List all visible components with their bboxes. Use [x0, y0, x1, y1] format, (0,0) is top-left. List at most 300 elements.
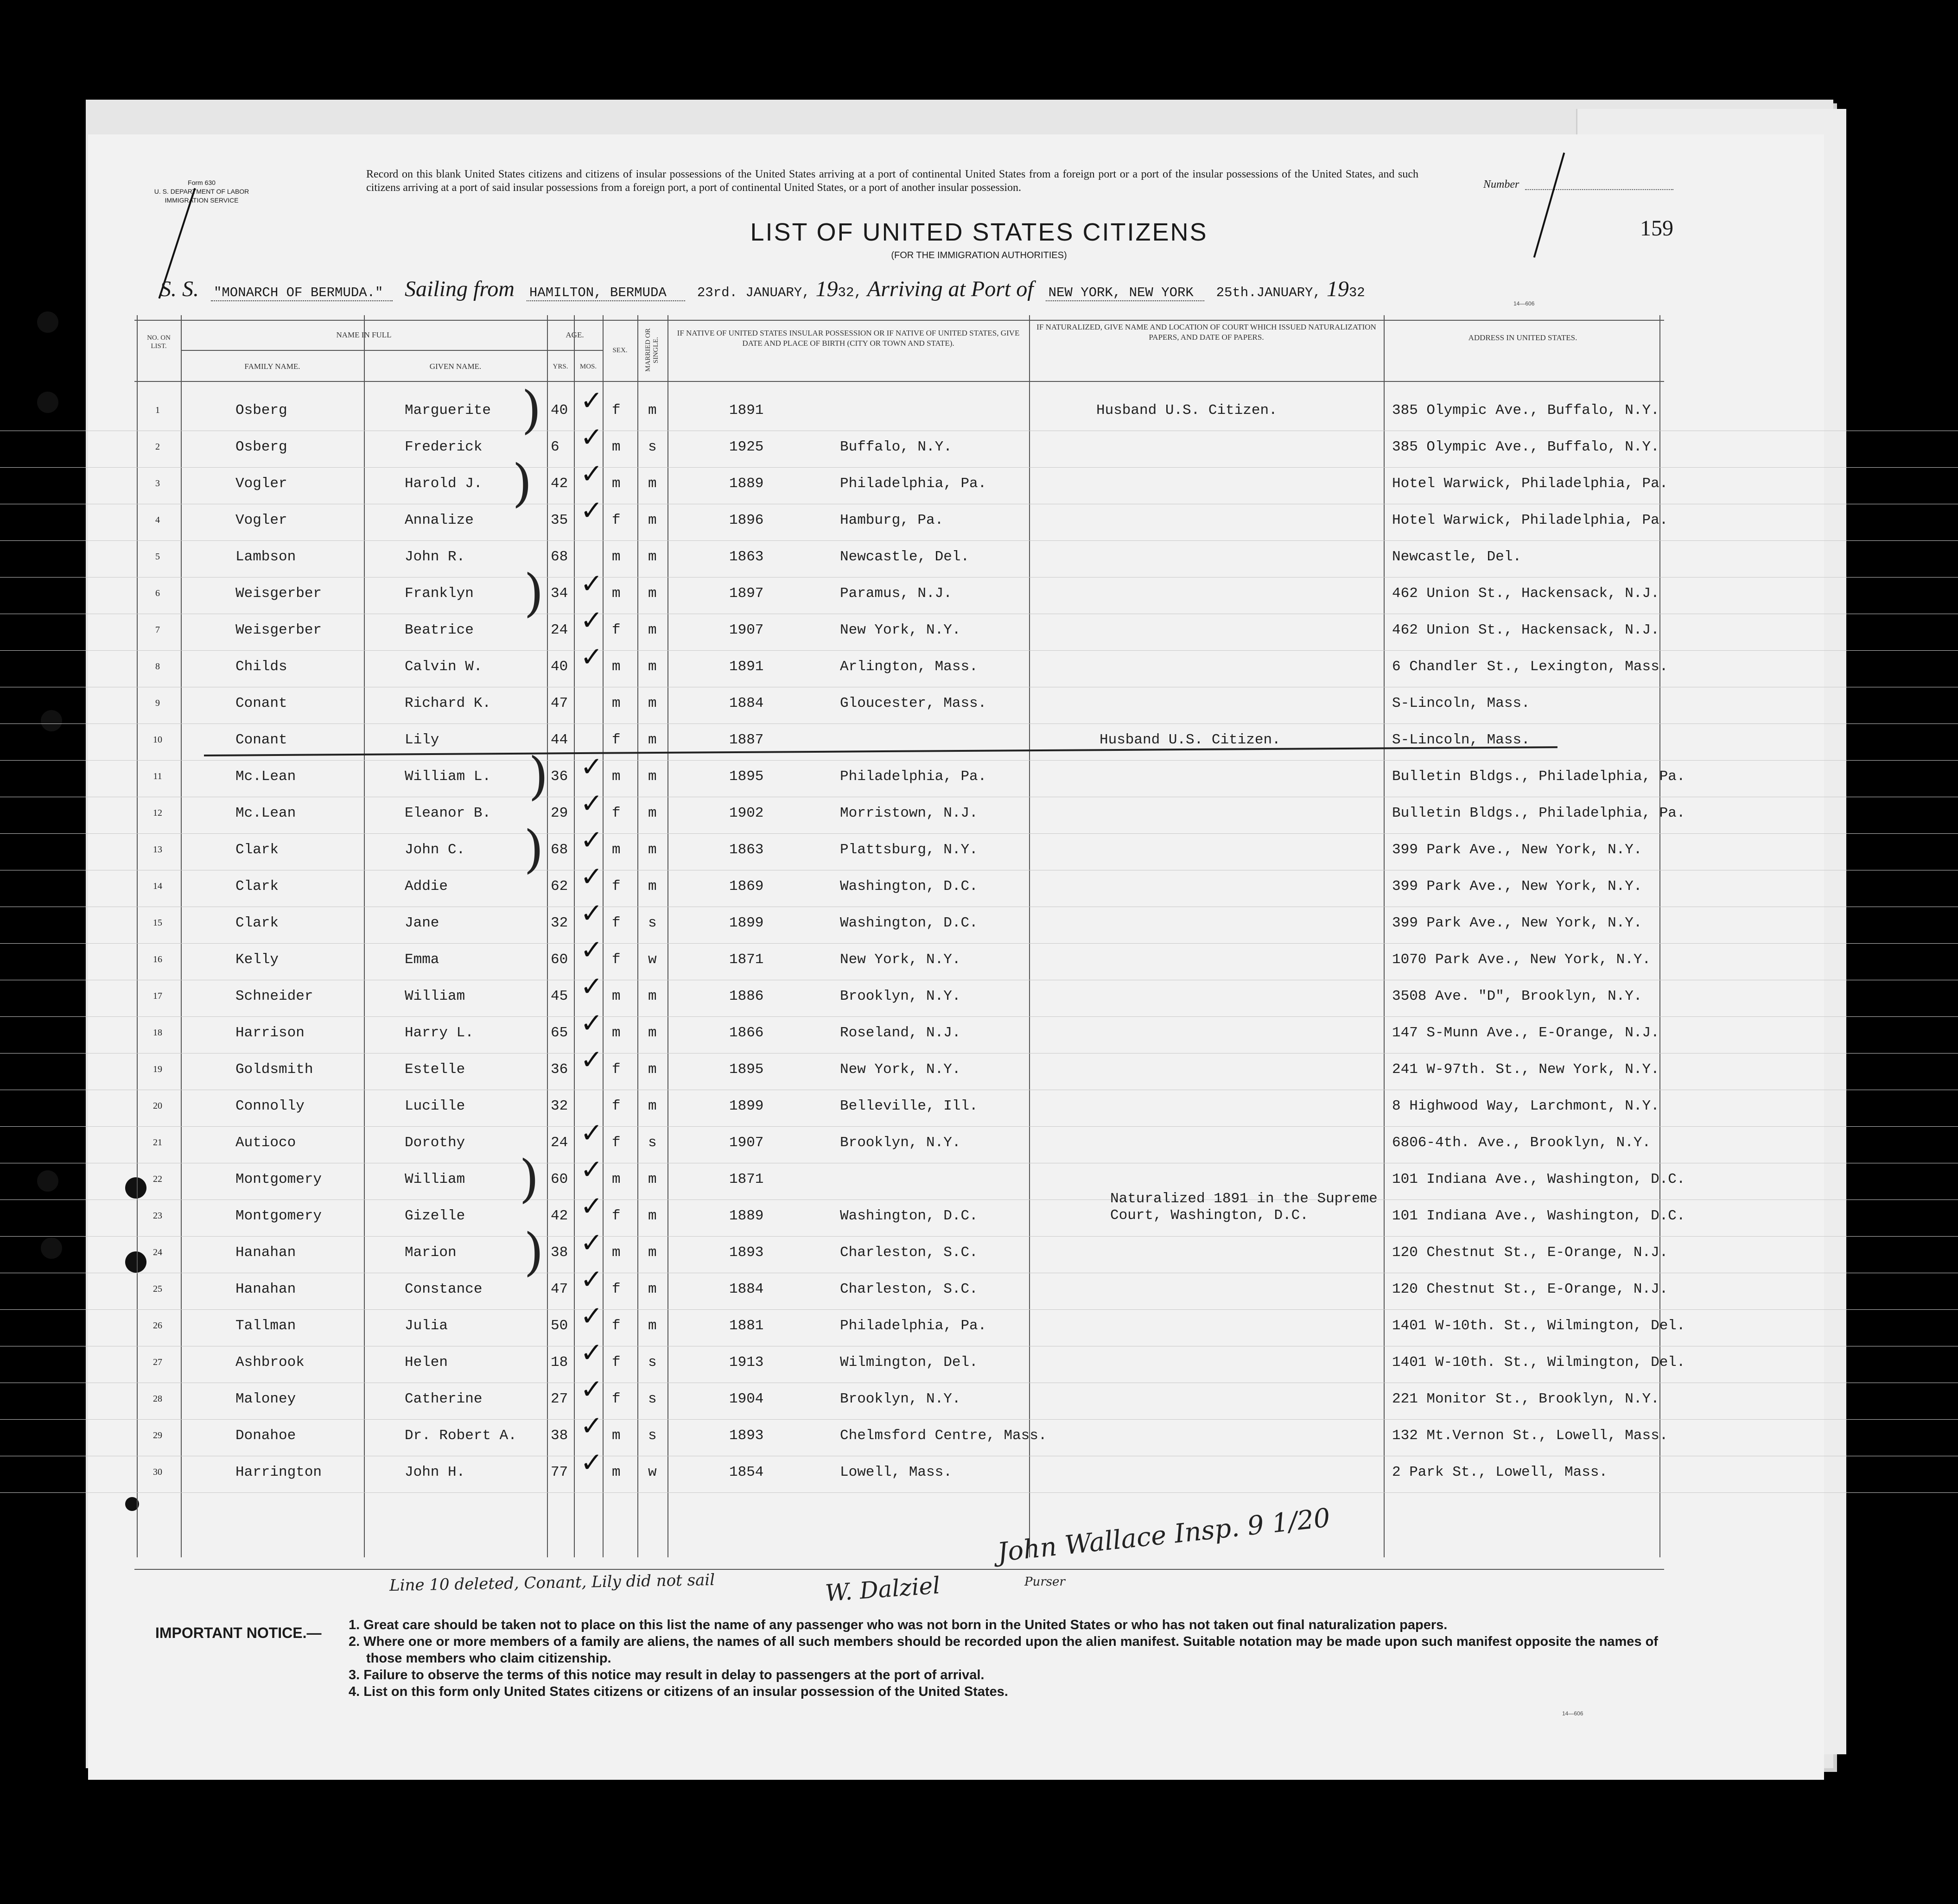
cell-no: 3 — [155, 478, 160, 489]
cell-given: Gizelle — [405, 1208, 465, 1224]
cell-given: Estelle — [405, 1061, 465, 1078]
cell-ms: m — [648, 878, 657, 895]
cell-family: Clark — [235, 842, 279, 858]
cell-place: Wilmington, Del. — [840, 1354, 978, 1371]
cell-addr: Newcastle, Del. — [1392, 549, 1522, 565]
cell-ms: m — [648, 1171, 657, 1187]
check-mark-icon: ✓ — [580, 1410, 603, 1441]
handwritten-deletion-note: Line 10 deleted, Conant, Lily did not sail — [389, 1570, 715, 1595]
cell-sex: m — [612, 1171, 621, 1187]
cell-family: Goldsmith — [235, 1061, 313, 1078]
cell-given: William — [405, 988, 465, 1004]
cell-ms: s — [648, 1354, 657, 1371]
cell-given: Harold J. — [405, 476, 483, 492]
cell-year: 1893 — [729, 1244, 764, 1261]
cell-sex: m — [612, 768, 621, 785]
table-row — [0, 385, 1958, 431]
cell-addr: 120 Chestnut St., E-Orange, N.J. — [1392, 1244, 1668, 1261]
check-mark-icon: ✓ — [580, 495, 603, 526]
table-row — [0, 897, 1958, 944]
cell-nat: Naturalized 1891 in the Supreme Court, Washington, D.C. — [1110, 1191, 1378, 1224]
cell-no: 2 — [155, 442, 160, 452]
cell-age: 45 — [551, 988, 568, 1004]
cell-given: Constance — [405, 1281, 483, 1297]
cell-place: Brooklyn, N.Y. — [840, 988, 961, 1004]
header-no: NO. ON LIST. — [147, 334, 171, 350]
header-given-name: GIVEN NAME. — [429, 362, 482, 371]
cell-age: 38 — [551, 1428, 568, 1444]
cell-year: 1904 — [729, 1391, 764, 1407]
cell-ms: s — [648, 439, 657, 455]
check-mark-icon: ✓ — [580, 604, 603, 636]
cell-sex: m — [612, 659, 621, 675]
cell-addr: Bulletin Bldgs., Philadelphia, Pa. — [1392, 768, 1685, 785]
cell-ms: s — [648, 915, 657, 931]
cell-family: Osberg — [235, 402, 287, 419]
intro-text: Record on this blank United States citizens and citizens of insular possessions of the United States arriving at a port of continental United States from a foreign port or a port of the insular possessions of the United States, and such citizens arriving at a port of said insular possessions from a foreign port, a port of continental United States, or a port of another insular possession. — [366, 168, 1418, 194]
ship-name: "MONARCH OF BERMUDA." — [211, 285, 393, 301]
cell-no: 16 — [153, 954, 162, 965]
cell-place: Philadelphia, Pa. — [840, 768, 987, 785]
cell-addr: 132 Mt.Vernon St., Lowell, Mass. — [1392, 1428, 1668, 1444]
cell-ms: s — [648, 1428, 657, 1444]
cell-ms: m — [648, 695, 657, 711]
form-code-header: 14—606 — [1513, 300, 1535, 307]
cell-place: Newcastle, Del. — [840, 549, 970, 565]
cell-no: 22 — [153, 1174, 162, 1184]
cell-ms: m — [648, 1098, 657, 1114]
cell-age: 32 — [551, 1098, 568, 1114]
cell-family: Lambson — [235, 549, 296, 565]
cell-age: 38 — [551, 1244, 568, 1261]
cell-year: 1925 — [729, 439, 764, 455]
cell-given: Jane — [405, 915, 439, 931]
check-mark-icon: ✓ — [580, 568, 603, 599]
cell-sex: m — [612, 585, 621, 602]
cell-age: 40 — [551, 402, 568, 419]
check-mark-icon: ✓ — [580, 1227, 603, 1258]
table-row — [0, 787, 1958, 834]
arrival-date: 25th.JANUARY, — [1216, 285, 1321, 300]
check-mark-icon: ✓ — [580, 934, 603, 965]
cell-given: Eleanor B. — [405, 805, 491, 821]
cell-age: 44 — [551, 732, 568, 748]
header-name-in-full: NAME IN FULL — [336, 330, 392, 339]
number-label: Number — [1483, 178, 1519, 190]
name-subheader-rule — [181, 350, 547, 351]
check-mark-icon: ✓ — [580, 1190, 603, 1222]
inspector-signature: John Wallace Insp. 9 1/20 — [996, 1503, 1332, 1568]
table-row — [0, 751, 1958, 797]
table-row — [0, 1090, 1958, 1127]
cell-sex: f — [612, 805, 621, 821]
cell-given: Catherine — [405, 1391, 483, 1407]
cell-year: 1899 — [729, 915, 764, 931]
form-identifier — [139, 178, 264, 205]
cell-given: Marguerite — [405, 402, 491, 419]
cell-given: Beatrice — [405, 622, 474, 638]
table-row — [0, 568, 1958, 614]
cell-place: Hamburg, Pa. — [840, 512, 944, 528]
cell-nat: Husband U.S. Citizen. — [1096, 402, 1278, 419]
cell-ms: m — [648, 1281, 657, 1297]
check-mark-icon: ✓ — [580, 1154, 603, 1185]
cell-sex: f — [612, 732, 621, 748]
cell-age: 35 — [551, 512, 568, 528]
cell-place: Paramus, N.J. — [840, 585, 952, 602]
cell-sex: f — [612, 1061, 621, 1078]
cell-no: 13 — [153, 844, 162, 855]
number-line — [1525, 189, 1673, 190]
table-row — [0, 641, 1958, 687]
cell-addr: 3508 Ave. "D", Brooklyn, N.Y. — [1392, 988, 1642, 1004]
cell-addr: S-Lincoln, Mass. — [1392, 732, 1530, 748]
cell-place: Arlington, Mass. — [840, 659, 978, 675]
cell-addr: 385 Olympic Ave., Buffalo, N.Y. — [1392, 439, 1659, 455]
table-row — [0, 1300, 1958, 1346]
family-bracket-icon: ) — [524, 819, 544, 879]
cell-sex: f — [612, 952, 621, 968]
cell-no: 4 — [155, 515, 160, 525]
check-mark-icon: ✓ — [580, 971, 603, 1002]
cell-addr: 120 Chestnut St., E-Orange, N.J. — [1392, 1281, 1668, 1297]
table-row — [0, 1044, 1958, 1090]
cell-no: 8 — [155, 661, 160, 672]
cell-age: 60 — [551, 1171, 568, 1187]
check-mark-icon: ✓ — [580, 1117, 603, 1149]
arrival-port: NEW YORK, NEW YORK — [1046, 285, 1204, 301]
family-bracket-icon: ) — [512, 453, 532, 513]
cell-no: 1 — [155, 405, 160, 415]
cell-year: 1907 — [729, 622, 764, 638]
sailing-label: Sailing from — [405, 277, 515, 301]
cell-age: 18 — [551, 1354, 568, 1371]
header-age: AGE. — [566, 330, 584, 339]
cell-year: 1863 — [729, 842, 764, 858]
cell-place: Charleston, S.C. — [840, 1281, 978, 1297]
header-married-single: MARRIED OR SINGLE. — [644, 328, 660, 372]
cell-family: Mc.Lean — [235, 768, 296, 785]
table-row — [0, 540, 1958, 578]
cell-given: Harry L. — [405, 1025, 474, 1041]
check-mark-icon: ✓ — [580, 824, 603, 856]
form-number: Form 630 — [188, 179, 216, 186]
cell-no: 14 — [153, 881, 162, 891]
cell-age: 24 — [551, 622, 568, 638]
cell-year: 1913 — [729, 1354, 764, 1371]
cell-age: 40 — [551, 659, 568, 675]
table-row — [0, 1447, 1958, 1493]
cell-addr: 147 S-Munn Ave., E-Orange, N.J. — [1392, 1025, 1659, 1041]
cell-ms: m — [648, 1208, 657, 1224]
cell-family: Clark — [235, 915, 279, 931]
cell-no: 17 — [153, 991, 162, 1001]
cell-age: 50 — [551, 1318, 568, 1334]
cell-year: 1889 — [729, 1208, 764, 1224]
check-mark-icon: ✓ — [580, 1044, 603, 1075]
cell-ms: m — [648, 732, 657, 748]
cell-place: Brooklyn, N.Y. — [840, 1391, 961, 1407]
cell-addr: Hotel Warwick, Philadelphia, Pa. — [1392, 512, 1668, 528]
check-mark-icon: ✓ — [580, 787, 603, 819]
cell-ms: m — [648, 622, 657, 638]
cell-sex: f — [612, 1135, 621, 1151]
cell-ms: m — [648, 768, 657, 785]
cell-given: Franklyn — [405, 585, 474, 602]
check-mark-icon: ✓ — [580, 1337, 603, 1368]
cell-sex: f — [612, 1354, 621, 1371]
header-yrs: YRS. — [553, 363, 568, 370]
check-mark-icon: ✓ — [580, 385, 603, 416]
cell-given: John C. — [405, 842, 465, 858]
cell-year: 1884 — [729, 1281, 764, 1297]
cell-given: Helen — [405, 1354, 448, 1371]
cell-year: 1891 — [729, 402, 764, 419]
family-bracket-icon: ) — [524, 563, 544, 622]
header-naturalized: IF NATURALIZED, GIVE NAME AND LOCATION OF COURT WHICH ISSUED NATURALIZATION PAPERS, AND DATE OF PAPERS. — [1036, 323, 1376, 342]
table-row — [0, 971, 1958, 1017]
cell-family: Donahoe — [235, 1428, 296, 1444]
cell-ms: s — [648, 1135, 657, 1151]
check-mark-icon: ✓ — [580, 1447, 603, 1478]
notice-list — [349, 1617, 1674, 1700]
cell-year: 1902 — [729, 805, 764, 821]
cell-age: 68 — [551, 842, 568, 858]
cell-given: William — [405, 1171, 465, 1187]
cell-place: Washington, D.C. — [840, 1208, 978, 1224]
cell-ms: m — [648, 512, 657, 528]
cell-family: Hanahan — [235, 1281, 296, 1297]
cell-no: 11 — [153, 771, 162, 781]
family-bracket-icon: ) — [528, 746, 548, 806]
cell-age: 36 — [551, 768, 568, 785]
cell-ms: m — [648, 549, 657, 565]
cell-place: Chelmsford Centre, Mass. — [840, 1428, 1047, 1444]
cell-age: 36 — [551, 1061, 568, 1078]
table-row — [0, 1337, 1958, 1383]
table-row — [0, 1117, 1958, 1163]
cell-addr: 101 Indiana Ave., Washington, D.C. — [1392, 1208, 1685, 1224]
cell-ms: m — [648, 1244, 657, 1261]
cell-family: Connolly — [235, 1098, 305, 1114]
cell-ms: s — [648, 1391, 657, 1407]
cell-place: Lowell, Mass. — [840, 1464, 952, 1480]
cell-ms: w — [648, 1464, 657, 1480]
cell-year: 1893 — [729, 1428, 764, 1444]
table-row — [0, 1227, 1958, 1273]
cell-year: 1866 — [729, 1025, 764, 1041]
arrival-year: 32 — [1348, 285, 1365, 300]
cell-age: 42 — [551, 1208, 568, 1224]
table-bottom-rule — [134, 1569, 1664, 1570]
cell-place: Charleston, S.C. — [840, 1244, 978, 1261]
cell-addr: 462 Union St., Hackensack, N.J. — [1392, 585, 1659, 602]
cell-family: Kelly — [235, 952, 279, 968]
cell-age: 24 — [551, 1135, 568, 1151]
cell-addr: 241 W-97th. St., New York, N.Y. — [1392, 1061, 1659, 1078]
cell-nat: Husband U.S. Citizen. — [1100, 732, 1281, 748]
cell-ms: m — [648, 402, 657, 419]
page-number: 159 — [1640, 216, 1673, 241]
cell-given: John R. — [405, 549, 465, 565]
cell-year: 1899 — [729, 1098, 764, 1114]
cell-no: 12 — [153, 808, 162, 818]
cell-addr: 462 Union St., Hackensack, N.J. — [1392, 622, 1659, 638]
cell-given: Frederick — [405, 439, 483, 455]
table-row — [0, 1373, 1958, 1420]
cell-given: William L. — [405, 768, 491, 785]
cell-sex: m — [612, 476, 621, 492]
cell-addr: 2 Park St., Lowell, Mass. — [1392, 1464, 1608, 1480]
cell-place: Brooklyn, N.Y. — [840, 1135, 961, 1151]
cell-place: New York, N.Y. — [840, 952, 961, 968]
family-bracket-icon: ) — [521, 380, 541, 439]
cell-family: Montgomery — [235, 1208, 322, 1224]
cell-no: 20 — [153, 1101, 162, 1111]
cell-no: 24 — [153, 1247, 162, 1257]
cell-family: Tallman — [235, 1318, 296, 1334]
table-row — [0, 458, 1958, 504]
notice-item: 4. List on this form only United States citizens or citizens of an insular possession of the United States. — [349, 1684, 1008, 1699]
cell-family: Clark — [235, 878, 279, 895]
cell-year: 1897 — [729, 585, 764, 602]
check-mark-icon: ✓ — [580, 1263, 603, 1295]
cell-sex: f — [612, 1208, 621, 1224]
cell-addr: 6806-4th. Ave., Brooklyn, N.Y. — [1392, 1135, 1651, 1151]
cell-place: Washington, D.C. — [840, 915, 978, 931]
cell-year: 1884 — [729, 695, 764, 711]
family-bracket-icon: ) — [519, 1149, 539, 1208]
cell-year: 1881 — [729, 1318, 764, 1334]
cell-sex: f — [612, 878, 621, 895]
cell-ms: m — [648, 1318, 657, 1334]
cell-year: 1895 — [729, 1061, 764, 1078]
cell-age: 6 — [551, 439, 559, 455]
ss-label: S. S. — [160, 277, 199, 301]
page-subtitle: (FOR THE IMMIGRATION AUTHORITIES) — [891, 250, 1067, 260]
check-mark-icon: ✓ — [580, 861, 603, 892]
table-row — [0, 1007, 1958, 1054]
cell-addr: S-Lincoln, Mass. — [1392, 695, 1530, 711]
cell-place: New York, N.Y. — [840, 1061, 961, 1078]
notice-item: 2. Where one or more members of a family are aliens, the names of all such members should be recorded upon the alien manifest. Suitable notation may be made upon such manifest opposite the names of those members who claim citizenship. — [349, 1634, 1658, 1666]
cell-year: 1871 — [729, 952, 764, 968]
cell-no: 18 — [153, 1028, 162, 1038]
cell-no: 15 — [153, 918, 162, 928]
cell-place: Morristown, N.J. — [840, 805, 978, 821]
check-mark-icon: ✓ — [580, 421, 603, 453]
cell-ms: m — [648, 585, 657, 602]
cell-place: Gloucester, Mass. — [840, 695, 987, 711]
cell-age: 62 — [551, 878, 568, 895]
cell-no: 30 — [153, 1467, 162, 1477]
cell-given: Emma — [405, 952, 439, 968]
check-mark-icon: ✓ — [580, 1300, 603, 1332]
table-row — [0, 1263, 1958, 1310]
cell-family: Harrison — [235, 1025, 305, 1041]
cell-family: Weisgerber — [235, 622, 322, 638]
cell-ms: m — [648, 1061, 657, 1078]
cell-sex: f — [612, 512, 621, 528]
notice-label: IMPORTANT NOTICE.— — [155, 1625, 322, 1641]
table-row — [0, 687, 1958, 724]
check-mark-icon: ✓ — [580, 897, 603, 929]
cell-sex: f — [612, 1098, 621, 1114]
cell-year: 1854 — [729, 1464, 764, 1480]
table-row — [0, 934, 1958, 980]
cell-family: Maloney — [235, 1391, 296, 1407]
cell-given: Lily — [405, 732, 439, 748]
check-mark-icon: ✓ — [580, 1007, 603, 1039]
cell-year: 1891 — [729, 659, 764, 675]
binder-hole — [37, 311, 58, 333]
cell-sex: f — [612, 915, 621, 931]
cell-family: Ashbrook — [235, 1354, 305, 1371]
cell-addr: 399 Park Ave., New York, N.Y. — [1392, 842, 1642, 858]
table-row — [0, 604, 1958, 651]
cell-addr: 399 Park Ave., New York, N.Y. — [1392, 915, 1642, 931]
cell-addr: Bulletin Bldgs., Philadelphia, Pa. — [1392, 805, 1685, 821]
sail-date: 23rd. JANUARY, — [697, 285, 810, 300]
check-mark-icon: ✓ — [580, 641, 603, 673]
cell-given: Dorothy — [405, 1135, 465, 1151]
notice-item: 3. Failure to observe the terms of this notice may result in delay to passengers at the port of arrival. — [349, 1668, 985, 1682]
cell-age: 34 — [551, 585, 568, 602]
departure-port: HAMILTON, BERMUDA — [527, 285, 685, 301]
table-row — [0, 421, 1958, 468]
cell-addr: 385 Olympic Ave., Buffalo, N.Y. — [1392, 402, 1659, 419]
cell-place: Buffalo, N.Y. — [840, 439, 952, 455]
cell-given: Richard K. — [405, 695, 491, 711]
cell-ms: m — [648, 476, 657, 492]
cell-ms: m — [648, 1025, 657, 1041]
cell-place: Roseland, N.J. — [840, 1025, 961, 1041]
cell-addr: 101 Indiana Ave., Washington, D.C. — [1392, 1171, 1685, 1187]
cell-given: Annalize — [405, 512, 474, 528]
cell-family: Mc.Lean — [235, 805, 296, 821]
cell-no: 7 — [155, 625, 160, 635]
page-title: LIST OF UNITED STATES CITIZENS — [750, 218, 1208, 246]
cell-no: 10 — [153, 735, 162, 745]
sail-year: 32, — [838, 285, 862, 300]
header-mos: MOS. — [579, 363, 597, 370]
cell-year: 1863 — [729, 549, 764, 565]
cell-addr: 1401 W-10th. St., Wilmington, Del. — [1392, 1354, 1685, 1371]
cell-age: 47 — [551, 1281, 568, 1297]
cell-place: New York, N.Y. — [840, 622, 961, 638]
voyage-line — [160, 276, 1365, 302]
service: IMMIGRATION SERVICE — [165, 197, 239, 204]
table-row — [0, 824, 1958, 870]
cell-sex: m — [612, 549, 621, 565]
cell-addr: 399 Park Ave., New York, N.Y. — [1392, 878, 1642, 895]
cell-sex: m — [612, 1464, 621, 1480]
cell-given: Dr. Robert A. — [405, 1428, 517, 1444]
family-bracket-icon: ) — [524, 1222, 544, 1282]
cell-given: Marion — [405, 1244, 457, 1261]
cell-no: 9 — [155, 698, 160, 708]
cell-no: 29 — [153, 1430, 162, 1441]
cell-ms: m — [648, 988, 657, 1004]
cell-family: Osberg — [235, 439, 287, 455]
cell-place: Philadelphia, Pa. — [840, 476, 987, 492]
cell-sex: m — [612, 439, 621, 455]
cell-family: Montgomery — [235, 1171, 322, 1187]
cell-year: 1886 — [729, 988, 764, 1004]
cell-given: Calvin W. — [405, 659, 483, 675]
cell-sex: f — [612, 1391, 621, 1407]
cell-year: 1887 — [729, 732, 764, 748]
